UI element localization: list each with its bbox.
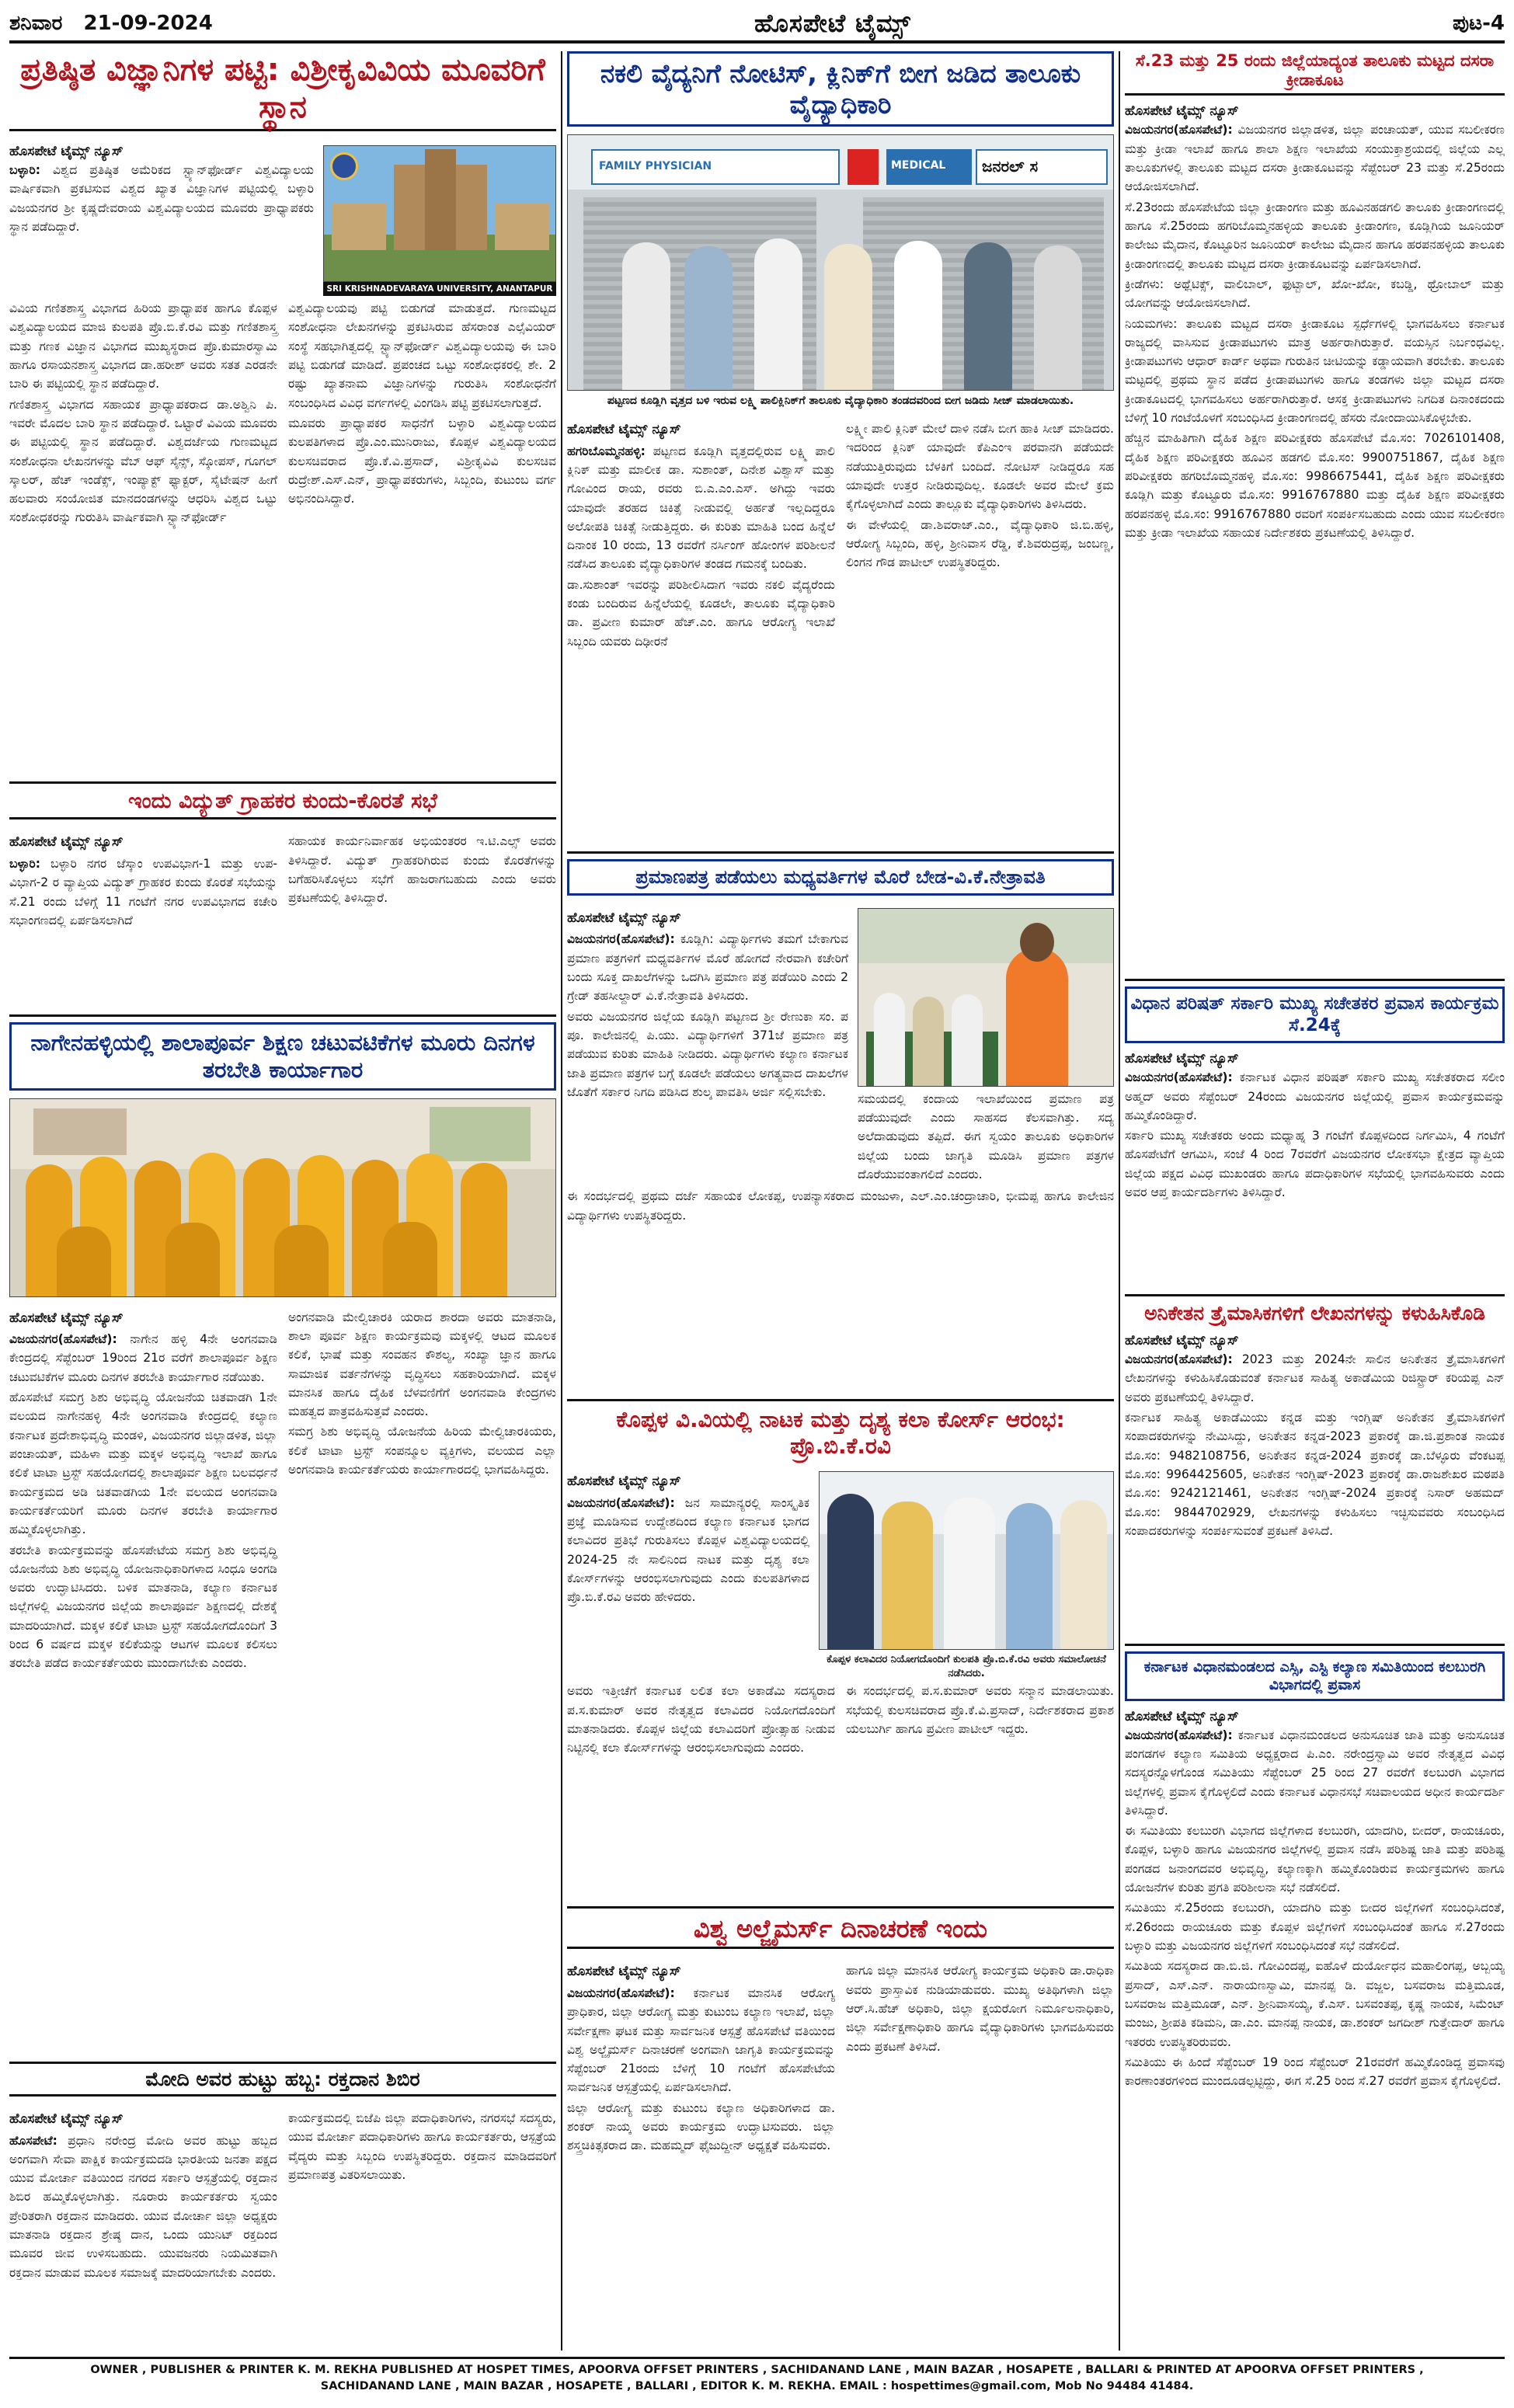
imprint-line-1: OWNER , PUBLISHER & PRINTER K. M. REKHA PUBLISHED AT HOSPET TIMES, APOORVA OFFSET PRINTERS , SACHIDANAND LANE , MAIN BAZAR , HOSAPETE , BALLARI & PRINTED AT APOORVA OFFSET PRINTERS , [90,2364,1424,2376]
university-emblem-icon [330,152,358,180]
article-body: ಹೊಸಪೇಟೆ ಟೈಮ್ಸ್ ನ್ಯೂಸ್ ವಿಜಯನಗರ(ಹೊಸಪೇಟೆ): ಕೂಡ್ಲಿಗಿ: ವಿದ್ಯಾರ್ಥಿಗಳು ತಮಗೆ ಬೇಕಾಗುವ ಪ್ರಮಾಣ ಪತ್ರಗಳಿಗೆ ಮಧ್ಯವರ್ತಿಗಳ ಮೊರೆ ಹೋಗದೆ ನೇರವಾಗಿ ಕಚೇರಿಗೆ ಬಂದು ಸೂಕ್ತ ದಾಖಲೆಗಳನ್ನು ಒದಗಿಸಿ ಪ್ರಮಾಣ ಪತ್ರ ಪಡೆಯಿರಿ ಎಂದು 2 ಗ್ರೇಡ್ ತಹಸೀಲ್ದಾರ್ ವಿ.ಕೆ.ನೇತ್ರಾವತಿ ತಿಳಿಸಿದರು. ಅವರು ವಿಜಯನಗರ ಜಿಲ್ಲೆಯ ಕೂಡ್ಲಿಗಿ ಪಟ್ಟಣದ ಶ್ರೀ ರೇಣುಕಾ ಸಂ. ಪ ಪೂ. ಕಾಲೇಜಿನಲ್ಲಿ ಪಿ.ಯು. ವಿದ್ಯಾರ್ಥಿಗಳಿಗೆ 371ಜೆ ಪ್ರಮಾಣ ಪತ್ರ ಪಡೆಯುವ ಕುರಿತು ಮಾಹಿತಿ ನೀಡಿದರು. ವಿದ್ಯಾರ್ಥಿಗಳು ಕಲ್ಯಾಣ ಕರ್ನಾಟಕ ಜಾತಿ ಪ್ರಮಾಣ ಪತ್ರಗಳ ಬಗ್ಗೆ ಕೂಡಲೇ ಪಡೆಯಲು ಅಗತ್ಯವಾದ ದಾಖಲೆಗಳ ಜೊತೆಗೆ ಸರ್ಕಾರ ನಿಗದಿ ಪಡಿಸಿದ ಶುಲ್ಕ ಪಾವತಿಸಿ ಅರ್ಜಿ ಸಲ್ಲಿಸಬೇಕು. [567,910,848,1099]
photo-caption: ಪಟ್ಟಣದ ಕೂಡ್ಲಿಗಿ ವೃತ್ತದ ಬಳಿ ಇರುವ ಲಕ್ಷ್ಮಿ ಪಾಲಿಕ್ಲಿನಿಕ್‌ಗೆ ತಾಲೂಕು ವೈದ್ಯಾಧಿಕಾರಿ ತಂಡದವರಿಂದ ಬೀಗ ಜಡಿದು ಸೀಜ್ ಮಾಡಲಾಯಿತು. [607,395,1074,408]
divider [567,1399,1114,1401]
article-dasara-sports: ಸೆ.23 ಮತ್ತು 25 ರಂದು ಜಿಲ್ಲೆಯಾದ್ಯಂತ ತಾಲೂಕು ಮಟ್ಟದ ದಸರಾ ಕ್ರೀಡಾಕೂಟ ಹೊಸಪೇಟೆ ಟೈಮ್ಸ್ ನ್ಯೂಸ್ ವಿಜಯನಗರ(ಹೊಸಪೇಟೆ): ವಿಜಯನಗರ ಜಿಲ್ಲಾಡಳಿತ, ಜಿಲ್ಲಾ ಪಂಚಾಯತ್, ಯುವ ಸಬಲೀಕರಣ ಮತ್ತು ಕ್ರೀಡಾ ಇಲಾಖೆ ಹಾಗೂ ಶಾಲಾ ಶಿಕ್ಷಣ ಇಲಾಖೆಯ ಸಂಯುಕ್ತಾಶ್ರಯದಲ್ಲಿ ಜಿಲ್ಲೆಯ ಎಲ್ಲ ತಾಲೂಕುಗಳಲ್ಲಿ ತಾಲೂಕು ಮಟ್ಟದ ದಸರಾ ಕ್ರೀಡಾಕೂಟವನ್ನು ಸೆಪ್ಟೆಂಬರ್ 23 ಮತ್ತು ಸೆ.25ರಂದು ಆಯೋಜಿಸಲಾಗಿದೆ. ಸೆ.23ರಂದು ಹೊಸಪೇಟೆಯ ಜಿಲ್ಲಾ ಕ್ರೀಡಾಂಗಣ ಮತ್ತು ಹೂವಿನಹಡಗಲಿ ತಾಲೂಕು ಕ್ರೀಡಾಂಗಣದಲ್ಲಿ ಹಾಗೂ ಸೆ.25ರಂದು ಹಗರಿಬೊಮ್ಮನಹಳ್ಳಿಯ ತಾಲೂಕು ಕ್ರೀಡಾಂಗಣ, ಕೂಡ್ಲಿಗಿಯ ಜೂನಿಯರ್ ಕಾಲೇಜು ಮೈದಾನ, ಕೊಟ್ಟೂರಿನ ಜೂನಿಯರ್ ಕಾಲೇಜು ಮೈದಾನ ಹಾಗೂ ಹರಪನಹಳ್ಳಿಯ ತಾಲೂಕು ಕ್ರೀಡಾಂಗಣದಲ್ಲಿ ತಾಲೂಕು ಮಟ್ಟದ ದಸರಾ ಕ್ರೀಡಾಕೂಟವನ್ನು ಏರ್ಪಡಿಸಲಾಗಿದೆ. ಕ್ರೀಡೆಗಳು: ಅಥ್ಲೆಟಿಕ್ಸ್, ವಾಲಿಬಾಲ್, ಫುಟ್ಬಾಲ್, ಖೋ-ಖೋ, ಕಬಡ್ಡಿ, ಥ್ರೋಬಾಲ್ ಮತ್ತು ಯೋಗವನ್ನು ಆಯೋಜಿಸಲಾಗಿದೆ. ನಿಯಮಗಳು: ತಾಲೂಕು ಮಟ್ಟದ ದಸರಾ ಕ್ರೀಡಾಕೂಟ ಸ್ಪರ್ಧೆಗಳಲ್ಲಿ ಭಾಗವಹಿಸಲು ಕರ್ನಾಟಕ ರಾಜ್ಯದಲ್ಲಿ ವಾಸಿಸುವ ಕ್ರೀಡಾಪಟುಗಳು ಮಾತ್ರ ಅರ್ಹರಾಗಿರುತ್ತಾರೆ. ವಯಸ್ಸಿನ ನಿರ್ಬಂಧವಿಲ್ಲ. ಕ್ರೀಡಾಪಟುಗಳು ಆಧಾರ್ ಕಾರ್ಡ್ ಅಥವಾ ಗುರುತಿನ ಚೀಟಿಯನ್ನು ಕಡ್ಡಾಯವಾಗಿ ತರಬೇಕು. ತಾಲೂಕು ಮಟ್ಟದಲ್ಲಿ ಪ್ರಥಮ ಸ್ಥಾನ ಪಡೆದ ಕ್ರೀಡಾಪಟುಗಳು ಹಾಗೂ ತಂಡಗಳು ಜಿಲ್ಲಾ ಮಟ್ಟದ ದಸರಾ ಕ್ರೀಡಾಕೂಟದಲ್ಲಿ ಭಾಗವಹಿಸಲು ಅರ್ಹರಾಗಿರುತ್ತಾರೆ. ಆಸಕ್ತ ಕ್ರೀಡಾಪಟುಗಳು ನಿಗದಿತ ದಿನಾಂಕದಂದು ಬೆಳಿಗ್ಗೆ 10 ಗಂಟೆಯೊಳಗೆ ಸಂಬಂಧಿಸಿದ ಕ್ರೀಡಾಂಗಣದಲ್ಲಿ ಹೆಸರು ನೋಂದಾಯಿಸಿಕೊಳ್ಳಬೇಕು. ಹೆಚ್ಚಿನ ಮಾಹಿತಿಗಾಗಿ ದೈಹಿಕ ಶಿಕ್ಷಣ ಪರಿವೀಕ್ಷಕರು ಹೊಸಪೇಟೆ ಮೊ.ಸಂ: 7026101408, ದೈಹಿಕ ಶಿಕ್ಷಣ ಪರಿವೀಕ್ಷಕರು ಹೂವಿನ ಹಡಗಲಿ ಮೊ.ಸಂ: 9900751867, ದೈಹಿಕ ಶಿಕ್ಷಣ ಪರಿವೀಕ್ಷಕರು ಹಗರಿಬೊಮ್ಮನಹಳ್ಳಿ ಮೊ.ಸಂ: 9986675441, ದೈಹಿಕ ಶಿಕ್ಷಣ ಪರಿವೀಕ್ಷಕರು ಕೂಡ್ಲಿಗಿ ಮತ್ತು ಕೊಟ್ಟೂರು ಮೊ.ಸಂ: 9916767880 ಮತ್ತು ದೈಹಿಕ ಶಿಕ್ಷಣ ಪರಿವೀಕ್ಷಕರು ಹರಪನಹಳ್ಳಿ ಮೊ.ಸಂ: 9916767880 ರವರಿಗೆ ಸಂಪರ್ಕಿಸಬಹುದು ಎಂದು ಯುವ ಸಬಲೀಕರಣ ಮತ್ತು ಕ್ರೀಡಾ ಇಲಾಖೆಯ ಸಹಾಯಕ ನಿರ್ದೇಶಕರು ಪ್ರಕಟಣೆಯಲ್ಲಿ ತಿಳಿಸಿದ್ದಾರೆ. [1125,51,1505,906]
clinic-photo [567,134,1114,391]
headline: ವಿಶ್ವ ಅಲ್ಜೈಮರ್ಸ್ ದಿನಾಚರಣೆ ಇಂದು [567,1914,1114,1949]
headline: ಇಂದು ವಿದ್ಯುತ್ ಗ್ರಾಹಕರ ಕುಂದು-ಕೊರತೆ ಸಭೆ [9,789,556,819]
article-body: ವಿಜಯನಗರ(ಹೊಸಪೇಟೆ): ವಿಜಯನಗರ ಜಿಲ್ಲಾಡಳಿತ, ಜಿಲ್ಲಾ ಪಂಚಾಯತ್, ಯುವ ಸಬಲೀಕರಣ ಮತ್ತು ಕ್ರೀಡಾ ಇಲಾಖೆ ಹಾಗೂ ಶಾಲಾ ಶಿಕ್ಷಣ ಇಲಾಖೆಯ ಸಂಯುಕ್ತಾಶ್ರಯದಲ್ಲಿ ಜಿಲ್ಲೆಯ ಎಲ್ಲ ತಾಲೂಕುಗಳಲ್ಲಿ ತಾಲೂಕು ಮಟ್ಟದ ದಸರಾ ಕ್ರೀಡಾಕೂಟವನ್ನು ಸೆಪ್ಟೆಂಬರ್ 23 ಮತ್ತು ಸೆ.25ರಂದು ಆಯೋಜಿಸಲಾಗಿದೆ. ಸೆ.23ರಂದು ಹೊಸಪೇಟೆಯ ಜಿಲ್ಲಾ ಕ್ರೀಡಾಂಗಣ ಮತ್ತು ಹೂವಿನಹಡಗಲಿ ತಾಲೂಕು ಕ್ರೀಡಾಂಗಣದಲ್ಲಿ ಹಾಗೂ ಸೆ.25ರಂದು ಹಗರಿಬೊಮ್ಮನಹಳ್ಳಿಯ ತಾಲೂಕು ಕ್ರೀಡಾಂಗಣ, ಕೂಡ್ಲಿಗಿಯ ಜೂನಿಯರ್ ಕಾಲೇಜು ಮೈದಾನ, ಕೊಟ್ಟೂರಿನ ಜೂನಿಯರ್ ಕಾಲೇಜು ಮೈದಾನ ಹಾಗೂ ಹರಪನಹಳ್ಳಿಯ ತಾಲೂಕು ಕ್ರೀಡಾಂಗಣದಲ್ಲಿ ತಾಲೂಕು ಮಟ್ಟದ ದಸರಾ ಕ್ರೀಡಾಕೂಟವನ್ನು ಏರ್ಪಡಿಸಲಾಗಿದೆ. ಕ್ರೀಡೆಗಳು: ಅಥ್ಲೆಟಿಕ್ಸ್, ವಾಲಿಬಾಲ್, ಫುಟ್ಬಾಲ್, ಖೋ-ಖೋ, ಕಬಡ್ಡಿ, ಥ್ರೋಬಾಲ್ ಮತ್ತು ಯೋಗವನ್ನು ಆಯೋಜಿಸಲಾಗಿದೆ. ನಿಯಮಗಳು: ತಾಲೂಕು ಮಟ್ಟದ ದಸರಾ ಕ್ರೀಡಾಕೂಟ ಸ್ಪರ್ಧೆಗಳಲ್ಲಿ ಭಾಗವಹಿಸಲು ಕರ್ನಾಟಕ ರಾಜ್ಯದಲ್ಲಿ ವಾಸಿಸುವ ಕ್ರೀಡಾಪಟುಗಳು ಮಾತ್ರ ಅರ್ಹರಾಗಿರುತ್ತಾರೆ. ವಯಸ್ಸಿನ ನಿರ್ಬಂಧವಿಲ್ಲ. ಕ್ರೀಡಾಪಟುಗಳು ಆಧಾರ್ ಕಾರ್ಡ್ ಅಥವಾ ಗುರುತಿನ ಚೀಟಿಯನ್ನು ಕಡ್ಡಾಯವಾಗಿ ತರಬೇಕು. ತಾಲೂಕು ಮಟ್ಟದಲ್ಲಿ ಪ್ರಥಮ ಸ್ಥಾನ ಪಡೆದ ಕ್ರೀಡಾಪಟುಗಳು ಹಾಗೂ ತಂಡಗಳು ಜಿಲ್ಲಾ ಮಟ್ಟದ ದಸರಾ ಕ್ರೀಡಾಕೂಟದಲ್ಲಿ ಭಾಗವಹಿಸಲು ಅರ್ಹರಾಗಿರುತ್ತಾರೆ. ಆಸಕ್ತ ಕ್ರೀಡಾಪಟುಗಳು ನಿಗದಿತ ದಿನಾಂಕದಂದು ಬೆಳಿಗ್ಗೆ 10 ಗಂಟೆಯೊಳಗೆ ಸಂಬಂಧಿಸಿದ ಕ್ರೀಡಾಂಗಣದಲ್ಲಿ ಹೆಸರು ನೋಂದಾಯಿಸಿಕೊಳ್ಳಬೇಕು. ಹೆಚ್ಚಿನ ಮಾಹಿತಿಗಾಗಿ ದೈಹಿಕ ಶಿಕ್ಷಣ ಪರಿವೀಕ್ಷಕರು ಹೊಸಪೇಟೆ ಮೊ.ಸಂ: 7026101408, ದೈಹಿಕ ಶಿಕ್ಷಣ ಪರಿವೀಕ್ಷಕರು ಹೂವಿನ ಹಡಗಲಿ ಮೊ.ಸಂ: 9900751867, ದೈಹಿಕ ಶಿಕ್ಷಣ ಪರಿವೀಕ್ಷಕರು ಹಗರಿಬೊಮ್ಮನಹಳ್ಳಿ ಮೊ.ಸಂ: 9986675441, ದೈಹಿಕ ಶಿಕ್ಷಣ ಪರಿವೀಕ್ಷಕರು ಕೂಡ್ಲಿಗಿ ಮತ್ತು ಕೊಟ್ಟೂರು ಮೊ.ಸಂ: 9916767880 ಮತ್ತು ದೈಹಿಕ ಶಿಕ್ಷಣ ಪರಿವೀಕ್ಷಕರು ಹರಪನಹಳ್ಳಿ ಮೊ.ಸಂ: 9916767880 ರವರಿಗೆ ಸಂಪರ್ಕಿಸಬಹುದು ಎಂದು ಯುವ ಸಬಲೀಕರಣ ಮತ್ತು ಕ್ರೀಡಾ ಇಲಾಖೆಯ ಸಹಾಯಕ ನಿರ್ದೇಶಕರು ಪ್ರಕಟಣೆಯಲ್ಲಿ ತಿಳಿಸಿದ್ದಾರೆ. [1125,123,1505,540]
headline: ಸೆ.23 ಮತ್ತು 25 ರಂದು ಜಿಲ್ಲೆಯಾದ್ಯಂತ ತಾಲೂಕು ಮಟ್ಟದ ದಸರಾ ಕ್ರೀಡಾಕೂಟ [1125,51,1505,96]
column-2 [567,51,1114,2351]
date: 21-09-2024 [83,11,213,35]
article-fake-doctor [567,51,1114,844]
column-1 [9,51,556,2351]
imprint-line-2: SACHIDANAND LANE , MAIN BAZAR , HOSAPETE , BALLARI , EDITOR K. M. REKHA. EMAIL : hospettimes@gmail.com, Mob No 94484 41484. [320,2380,1194,2393]
article-body: ಹೊಸಪೇಟೆ ಟೈಮ್ಸ್ ನ್ಯೂಸ್ ಬಳ್ಳಾರಿ: ಬಳ್ಳಾರಿ ನಗರ ಜೆಸ್ಕಾಂ ಉಪವಿಭಾಗ-1 ಮತ್ತು ಉಪ-ವಿಭಾಗ-2 ರ ವ್ಯಾಪ್ತಿಯ ವಿದ್ಯುತ್ ಗ್ರಾಹಕರ ಕುಂದು ಕೊರತೆ ಸಭೆಯನ್ನು ಸೆ.21 ರಂದು ಬೆಳಿಗ್ಗೆ 11 ಗಂಟೆಗೆ ನಗರ ಉಪವಿಭಾಗದ ಕಚೇರಿ ಸಭಾಂಗಣದಲ್ಲಿ ಏರ್ಪಡಿಸಲಾಗಿದೆ ಸಹಾಯಕ ಕಾರ್ಯನಿರ್ವಾಹಕ ಅಭಿಯಂತರರ ಇ.ಟಿ.ಎಲ್ಸ್ ಅವರು ತಿಳಿಸಿದ್ದಾರೆ. ವಿದ್ಯುತ್ ಗ್ರಾಹಕರಿಗಿರುವ ಕುಂದು ಕೊರತೆಗಳನ್ನು ಬಗೆಹರಿಸಿಕೊಳ್ಳಲು ಸಭೆಗೆ ಹಾಜರಾಗಬಹುದು ಎಂದು ಅವರು ಪ್ರಕಟಣೆಯಲ್ಲಿ ತಿಳಿಸಿದ್ದಾರೆ. [9,834,556,927]
divider [567,851,1114,854]
divider [9,2062,556,2064]
headline: ನಾಗೇನಹಳ್ಳಿಯಲ್ಲಿ ಶಾಲಾಪೂರ್ವ ಶಿಕ್ಷಣ ಚಟುವಟಿಕೆಗಳ ಮೂರು ದಿನಗಳ ತರಬೇತಿ ಕಾರ್ಯಾಗಾರ [9,1022,556,1091]
divider [1125,1644,1505,1646]
article-body: ಹೊಸಪೇಟೆ ಟೈಮ್ಸ್ ನ್ಯೂಸ್ ವಿಜಯನಗರ(ಹೊಸಪೇಟೆ): ನಾಗೇನ ಹಳ್ಳಿ 4ನೇ ಅಂಗನವಾಡಿ ಕೇಂದ್ರದಲ್ಲಿ ಸೆಪ್ಟೆಂಬರ್ 19ರಿಂದ 21ರ ವರೆಗೆ ಶಾಲಾಪೂರ್ವ ಶಿಕ್ಷಣ ಚಟುವಟಿಕೆಗಳ ಮೂರು ದಿನಗಳ ತರಬೇತಿ ಕಾರ್ಯಾಗಾರ ನಡೆಯಿತು. ಹೊಸಪೇಟೆ ಸಮಗ್ರ ಶಿಶು ಅಭಿವೃದ್ಧಿ ಯೋಜನೆಯ ಚಿತವಾಡಗಿ 1ನೇ ವಲಯದ ನಾಗೇನಹಳ್ಳಿ 4ನೇ ಅಂಗನವಾಡಿ ಕೇಂದ್ರದಲ್ಲಿ ಕಲ್ಯಾಣ ಕರ್ನಾಟಕ ಪ್ರದೇಶಾಭಿವೃದ್ಧಿ ಮಂಡಳಿ, ವಿಜಯನಗರ ಜಿಲ್ಲಾಡಳಿತ, ಜಿಲ್ಲಾ ಪಂಚಾಯತ್, ಮಹಿಳಾ ಮತ್ತು ಮಕ್ಕಳ ಅಭಿವೃದ್ಧಿ ಇಲಾಖೆ ಹಾಗೂ ಕಲಿಕೆ ಟಾಟಾ ಟ್ರಸ್ಟ್ ಸಹಯೋಗದಲ್ಲಿ ಶಾಲಾಪೂರ್ವ ಶಿಕ್ಷಣ ಬಲವರ್ಧನೆ ಕಾರ್ಯಕ್ರಮದ ಅಡಿ ಚಿತವಾಡಗಿಯ 1ನೇ ವಲಯದ ಅಂಗನವಾಡಿ ಕಾರ್ಯಕರ್ತೆಯರಿಗೆ ಮೂರು ದಿನಗಳ ತರಬೇತಿ ಕಾರ್ಯಾಗಾರ ಹಮ್ಮಿಕೊಳ್ಳಲಾಗಿತ್ತು. ತರಬೇತಿ ಕಾರ್ಯಕ್ರಮವನ್ನು ಹೊಸಪೇಟೆಯ ಸಮಗ್ರ ಶಿಶು ಅಭಿವೃದ್ಧಿ ಯೋಜನೆಯ ಶಿಶು ಅಭಿವೃದ್ಧಿ ಯೋಜನಾಧಿಕಾರಿಗಳಾದ ಸಿಂಧೂ ಅಂಗಡಿ ಅವರು ಉದ್ಘಾಟಿಸಿದರು. ಬಳಿಕ ಮಾತನಾಡಿ, ಕಲ್ಯಾಣ ಕರ್ನಾಟಕ ಜಿಲ್ಲೆಗಳಲ್ಲಿ ವಿಜಯನಗರ ಜಿಲ್ಲೆಯ ಶಾಲಾಪೂರ್ವ ಶಿಕ್ಷಣದಲ್ಲಿ ದೇಶಕ್ಕೆ ಮಾದರಿಯಾಗಿದೆ. ಮಕ್ಕಳ ಕಲಿಕೆ ಟಾಟಾ ಟ್ರಸ್ಟ್ ಸಹಯೋಗದೊಂದಿಗೆ 3 ರಿಂದ 6 ವರ್ಷದ ಮಕ್ಕಳ ಕಲಿಕೆಯನ್ನು ಆಟಗಳ ಮೂಲಕ ಕಲಿಸಲು ತರಬೇತಿ ಪಡೆದ ಕಾರ್ಯಕರ್ತೆಯರು ಮುಂದಾಗಬೇಕು ಎಂದರು. ಅಂಗನವಾಡಿ ಮೇಲ್ವಿಚಾರಕಿ ಯರಾದ ಶಾರದಾ ಅವರು ಮಾತನಾಡಿ, ಶಾಲಾ ಪೂರ್ವ ಶಿಕ್ಷಣ ಕಾರ್ಯಕ್ರಮವು ಮಕ್ಕಳಲ್ಲಿ ಆಟದ ಮೂಲಕ ಕಲಿಕೆ, ಭಾಷೆ ಮತ್ತು ಸಂವಹನ ಕೌಶಲ್ಯ, ಸಂಖ್ಯಾ ಜ್ಞಾನ ಹಾಗೂ ಸಾಮಾಜಿಕ ವರ್ತನೆಗಳನ್ನು ವೃದ್ಧಿಸಲು ಸಹಕಾರಿಯಾಗಿದೆ. ಮಕ್ಕಳ ಮಾನಸಿಕ ಹಾಗೂ ದೈಹಿಕ ಬೆಳವಣಿಗೆಗೆ ಅಂಗನವಾಡಿ ಕೇಂದ್ರಗಳು ಮಹತ್ವದ ಪಾತ್ರವಹಿಸುತ್ತವೆ ಎಂದರು. ಸಮಗ್ರ ಶಿಶು ಅಭಿವೃದ್ಧಿ ಯೋಜನೆಯ ಹಿರಿಯ ಮೇಲ್ವಿಚಾರಕಿಯರು, ಕಲಿಕೆ ಟಾಟಾ ಟ್ರಸ್ಟ್ ಸಂಪನ್ಮೂಲ ವ್ಯಕ್ತಿಗಳು, ವಲಯದ ಎಲ್ಲಾ ಅಂಗನವಾಡಿ ಕಾರ್ಯಕರ್ತೆಯರು ಕಾರ್ಯಾಗಾರದಲ್ಲಿ ಭಾಗವಹಿಸಿದ್ದರು. [9,1310,556,1671]
article-body: ವಿಜಯನಗರ(ಹೊಸಪೇಟೆ): ಕರ್ನಾಟಕ ವಿಧಾನಮಂಡಲದ ಅನುಸೂಚಿತ ಜಾತಿ ಮತ್ತು ಅನುಸೂಚಿತ ಪಂಗಡಗಳ ಕಲ್ಯಾಣ ಸಮಿತಿಯ ಅಧ್ಯಕ್ಷರಾದ ಪಿ.ಎಂ. ನರೇಂದ್ರಸ್ವಾಮಿ ಅವರ ನೇತೃತ್ವದ ವಿವಿಧ ಸದಸ್ಯರನ್ನೊಳಗೊಂಡ ಸಮಿತಿಯು ಸೆಪ್ಟೆಂಬರ್ 25 ರಿಂದ 27 ರವರೆಗೆ ಕಲಬುರಗಿ ವಿಭಾಗದ ಜಿಲ್ಲೆಗಳಲ್ಲಿ ಪ್ರವಾಸ ಕೈಗೊಳ್ಳಲಿದೆ ಎಂದು ಕರ್ನಾಟಕ ವಿಧಾನಸಭೆ ಸಚಿವಾಲಯದ ಅಧೀನ ಕಾರ್ಯದರ್ಶಿ ತಿಳಿಸಿದ್ದಾರೆ. ಈ ಸಮಿತಿಯು ಕಲಬುರಗಿ ವಿಭಾಗದ ಜಿಲ್ಲೆಗಳಾದ ಕಲಬುರಗಿ, ಯಾದಗಿರಿ, ಬೀದರ್, ರಾಯಚೂರು, ಕೊಪ್ಪಳ, ಬಳ್ಳಾರಿ ಹಾಗೂ ವಿಜಯನಗರ ಜಿಲ್ಲೆಗಳಲ್ಲಿ ಪ್ರವಾಸ ನಡೆಸಿ ಪರಿಶಿಷ್ಟ ಜಾತಿ ಮತ್ತು ಪರಿಶಿಷ್ಟ ಪಂಗಡದ ಜನಾಂಗದವರ ಅಭಿವೃದ್ಧಿ, ಕಲ್ಯಾಣಕ್ಕಾಗಿ ಹಮ್ಮಿಕೊಂಡಿರುವ ಕಾರ್ಯಕ್ರಮಗಳು ಹಾಗೂ ಯೋಜನೆಗಳ ಕುರಿತು ಪ್ರಗತಿ ಪರಿಶೀಲನಾ ಸಭೆ ನಡೆಸಲಿದೆ. ಸಮಿತಿಯು ಸೆ.25ರಂದು ಕಲಬುರಗಿ, ಯಾದಗಿರಿ ಮತ್ತು ಬೀದರ ಜಿಲ್ಲೆಗಳಿಗೆ ಸಂಬಂಧಿಸಿದಂತೆ, ಸೆ.26ರಂದು ರಾಯಚೂರು ಮತ್ತು ಕೊಪ್ಪಳ ಜಿಲ್ಲೆಗಳಿಗೆ ಸಂಬಂಧಿಸಿದಂತೆ ಹಾಗೂ ಸೆ.27ರಂದು ಬಳ್ಳಾರಿ ಮತ್ತು ವಿಜಯನಗರ ಜಿಲ್ಲೆಗಳಿಗೆ ಸಂಬಂಧಿಸಿದಂತೆ ಸಭೆ ನಡೆಸಲಿದೆ. ಸಮಿತಿಯ ಸದಸ್ಯರಾದ ಡಾ.ಬಿ.ಜಿ. ಗೋವಿಂದಪ್ಪ, ಐಹೊಳೆ ದುರ್ಯೋಧನ ಮಹಾಲಿಂಗಪ್ಪ, ಅಬ್ಬಯ್ಯ ಪ್ರಸಾದ್, ಎಸ್.ಎನ್. ನಾರಾಯಣಸ್ವಾಮಿ, ಮಾನಪ್ಪ ಡಿ. ವಜ್ಜಲ, ಬಸವರಾಜ ಮತ್ತಿಮೂಡ, ಬಸವರಾಜ ಮತ್ತಿಮೂಡ್, ಎನ್. ಶ್ರೀನಿವಾಸಯ್ಯ, ಕೆ.ಎಸ್. ಬಸವಂತಪ್ಪ, ಕೃಷ್ಣ ನಾಯಕ, ಸಿಮೆಂಟ್ ಮಂಜು, ಶ್ರೀಪತಿ ಕಡಿಮನಿ, ಡಾ.ಎಂ. ಮಾನಪ್ಪ ನಾಯಕ, ಡಾ.ಶಂಕರ್ ಜಗದೀಶ್ ಗುತ್ತೇದಾರ್ ಹಾಗೂ ಇತರರು ಉಪಸ್ಥಿತರಿರುವರು. ಸಮಿತಿಯು ಈ ಹಿಂದೆ ಸೆಪ್ಟೆಂಬರ್ 19 ರಿಂದ ಸೆಪ್ಟೆಂಬರ್ 21ರವರೆಗೆ ಹಮ್ಮಿಕೊಂಡಿದ್ದ ಪ್ರವಾಸವು ಕಾರಣಾಂತರಗಳಿಂದ ಮುಂದೂಡಲ್ಪಟ್ಟಿದ್ದು, ಈಗ ಸೆ.25 ರಿಂದ ಸೆ.27 ರವರೆಗೆ ಪ್ರವಾಸ ಕೈಗೊಳ್ಳಲಿದೆ. [1125,1728,1505,2089]
medical-sign: MEDICAL [886,149,972,185]
article-body: ಹೊಸಪೇಟೆ ಟೈಮ್ಸ್ ನ್ಯೂಸ್ ವಿಜಯನಗರ(ಹೊಸಪೇಟೆ): ಕರ್ನಾಟಕ ಮಾನಸಿಕ ಆರೋಗ್ಯ ಪ್ರಾಧಿಕಾರ, ಜಿಲ್ಲಾ ಆರೋಗ್ಯ ಮತ್ತು ಕುಟುಂಬ ಕಲ್ಯಾಣ ಇಲಾಖೆ, ಜಿಲ್ಲಾ ಸರ್ವೇಕ್ಷಣಾ ಘಟಕ ಮತ್ತು ಸಾರ್ವಜನಿಕ ಆಸ್ಪತ್ರೆ ಹೊಸಪೇಟೆ ವತಿಯಿಂದ ವಿಶ್ವ ಅಲ್ಜೈಮರ್ಸ್ ದಿನಾಚರಣೆ ಅಂಗವಾಗಿ ಜಾಗೃತಿ ಕಾರ್ಯಕ್ರಮವನ್ನು ಸೆಪ್ಟೆಂಬರ್ 21ರಂದು ಬೆಳಿಗ್ಗೆ 10 ಗಂಟೆಗೆ ಹೊಸಪೇಟೆಯ ಸಾರ್ವಜನಿಕ ಆಸ್ಪತ್ರೆಯಲ್ಲಿ ಏರ್ಪಡಿಸಲಾಗಿದೆ. ಜಿಲ್ಲಾ ಆರೋಗ್ಯ ಮತ್ತು ಕುಟುಂಬ ಕಲ್ಯಾಣ ಅಧಿಕಾರಿಗಳಾದ ಡಾ. ಶಂಕರ್ ನಾಯ್ಕ ಅವರು ಕಾರ್ಯಕ್ರಮ ಉದ್ಘಾಟಿಸುವರು. ಜಿಲ್ಲಾ ಶಸ್ತ್ರಚಿಕಿತ್ಸಕರಾದ ಡಾ. ಮಹಮ್ಮದ್ ಫೈಜುದ್ದೀನ್ ಅಧ್ಯಕ್ಷತೆ ವಹಿಸುವರು. ಹಾಗೂ ಜಿಲ್ಲಾ ಮಾನಸಿಕ ಆರೋಗ್ಯ ಕಾರ್ಯಕ್ರಮ ಅಧಿಕಾರಿ ಡಾ.ರಾಧಿಕಾ ಅವರು ಪ್ರಾಸ್ತಾವಿಕ ನುಡಿಯಾಡುವರು. ಮುಖ್ಯ ಅತಿಥಿಗಳಾಗಿ ಜಿಲ್ಲಾ ಆರ್.ಸಿ.ಹೆಚ್ ಅಧಿಕಾರಿ, ಜಿಲ್ಲಾ ಕ್ಷಯರೋಗ ನಿರ್ಮೂಲನಾಧಿಕಾರಿ, ಜಿಲ್ಲಾ ಸರ್ವೇಕ್ಷಣಾಧಿಕಾರಿ ಹಾಗೂ ವೈದ್ಯಾಧಿಕಾರಿಗಳು ಭಾಗವಹಿಸುವರು ಎಂದು ಪ್ರಕಟಣೆ ತಿಳಿಸಿದೆ. [567,1964,1114,2153]
divider [567,1906,1114,1909]
article-blood-donation [9,2068,556,2351]
headline: ಪ್ರಮಾಣಪತ್ರ ಪಡೆಯಲು ಮಧ್ಯವರ್ತಿಗಳ ಮೊರೆ ಬೇಡ-ವಿ.ಕೆ.ನೇತ್ರಾವತಿ [567,859,1114,896]
headline: ಕೊಪ್ಪಳ ವಿ.ವಿಯಲ್ಲಿ ನಾಟಕ ಮತ್ತು ದೃಶ್ಯ ಕಲಾ ಕೋರ್ಸ್ ಆರಂಭ: ಪ್ರೊ.ಬಿ.ಕೆ.ರವಿ [616,1407,1065,1459]
headline: ಪ್ರತಿಷ್ಠಿತ ವಿಜ್ಞಾನಿಗಳ ಪಟ್ಟಿ: ವಿಶ್ರೀಕೃವಿವಿಯ ಮೂವರಿಗೆ ಸ್ಥಾನ [9,51,556,131]
headline: ವಿಧಾನ ಪರಿಷತ್ ಸರ್ಕಾರಿ ಮುಖ್ಯ ಸಚೇತಕರ ಪ್ರವಾಸ ಕಾರ್ಯಕ್ರಮ ಸೆ.24ಕ್ಕೆ [1125,987,1505,1043]
divider [9,781,556,784]
shop-sign: ಜನರಲ್ ಸ [976,149,1108,185]
article-scientists [9,51,556,775]
column-3 [1125,51,1505,2351]
article-body: ವಿವಿಯ ಗಣಿತಶಾಸ್ತ್ರ ವಿಭಾಗದ ಹಿರಿಯ ಪ್ರಾಧ್ಯಾಪಕ ಹಾಗೂ ಕೊಪ್ಪಳ ವಿಶ್ವವಿದ್ಯಾಲಯದ ಮಾಜಿ ಕುಲಪತಿ ಪ್ರೊ.ಬಿ.ಕೆ.ರವಿ ಮತ್ತು ಗಣಿತಶಾಸ್ತ್ರ ಮತ್ತು ಗಣಕ ವಿಜ್ಞಾನ ವಿಭಾಗದ ಮುಖ್ಯಸ್ಥರಾದ ಪ್ರೊ.ಕುಮಾರಸ್ವಾಮಿ ಹಾಗೂ ರಸಾಯನಶಾಸ್ತ್ರ ವಿಭಾಗದ ಡಾ.ಹರೀಶ್ ಅವರು ಸತತ ಎರಡನೇ ಬಾರಿ ಈ ಪಟ್ಟಿಯಲ್ಲಿ ಸ್ಥಾನ ಪಡೆದಿದ್ದಾರೆ. ಗಣಿತಶಾಸ್ತ್ರ ವಿಭಾಗದ ಸಹಾಯಕ ಪ್ರಾಧ್ಯಾಪಕರಾದ ಡಾ.ಅಶ್ವಿನಿ ಪಿ. ಇವರೇ ಮೊದಲ ಬಾರಿ ಸ್ಥಾನ ಪಡೆದಿದ್ದಾರೆ. ಒಟ್ಟಾರೆ ವಿವಿಯ ಮೂವರು ಈ ಪಟ್ಟಿಯಲ್ಲಿ ಸ್ಥಾನ ಪಡೆದಿದ್ದಾರೆ. ವಿಶ್ವದರ್ಜೆಯ ಗುಣಮಟ್ಟದ ಸಂಶೋಧನಾ ಲೇಖನಗಳನ್ನು ವೆಬ್ ಆಫ್ ಸೈನ್ಸ್, ಸ್ಕೋಪಸ್, ಗೂಗಲ್ ಸ್ಕಾಲರ್, ಹೆಚ್ ಇಂಡೆಕ್ಸ್, ಇಂಪ್ಯಾಕ್ಟ್ ಫ್ಯಾಕ್ಟರ್, ಸೈಟೇಷನ್ ಹೀಗೆ ಹಲವಾರು ಸಂಯೋಜಿತ ಮಾನದಂಡಗಳನ್ನು ಆಧರಿಸಿ ವಿಶ್ವದ ಒಟ್ಟು ಸಂಶೋಧಕರನ್ನು ಗುರುತಿಸಿ ವಾರ್ಷಿಕವಾಗಿ ಸ್ಟ್ಯಾನ್‌ಫೋರ್ಡ್ ವಿಶ್ವವಿದ್ಯಾಲಯವು ಪಟ್ಟಿ ಬಿಡುಗಡೆ ಮಾಡುತ್ತದೆ. ಗುಣಮಟ್ಟದ ಸಂಶೋಧನಾ ಲೇಖನಗಳನ್ನು ಪ್ರಕಟಿಸಿರುವ ಹೆಸರಾಂತ ಎಲ್ಸೆವಿಯರ್ ಸಂಸ್ಥೆ ಸಹಭಾಗಿತ್ವದಲ್ಲಿ ಸ್ಟ್ಯಾನ್‌ಫೋರ್ಡ್ ವಿಶ್ವವಿದ್ಯಾಲಯವು ಈ ಬಾರಿ ಪಟ್ಟಿ ಬಿಡುಗಡೆ ಮಾಡಿದೆ. ಪ್ರಪಂಚದ ಒಟ್ಟು ಸಂಶೋಧಕರಲ್ಲಿ ಶೇ. 2 ರಷ್ಟು ಖ್ಯಾತನಾಮ ವಿಜ್ಞಾನಿಗಳನ್ನು ಗುರುತಿಸಿ ಸಂಶೋಧನೆಗೆ ಸಂಬಂಧಿಸಿದ ವಿವಿಧ ವರ್ಗಗಳಲ್ಲಿ ವಿಂಗಡಿಸಿ ಪಟ್ಟಿ ಪ್ರಕಟಿಸಲಾಗುತ್ತದೆ. ಮೂವರು ಪ್ರಾಧ್ಯಾಪಕರ ಸಾಧನೆಗೆ ಬಳ್ಳಾರಿ ವಿಶ್ವವಿದ್ಯಾಲಯದ ಕುಲಪತಿಗಳಾದ ಪ್ರೊ.ಎಂ.ಮುನಿರಾಜು, ಕೊಪ್ಪಳ ವಿಶ್ವವಿದ್ಯಾಲಯದ ಕುಲಸಚಿವರಾದ ಪ್ರೊ.ಕೆ.ವಿ.ಪ್ರಸಾದ್, ವಿಶ್ರೀಕೃವಿವಿ ಕುಲಸಚಿವ ರುದ್ರೇಶ್.ಎಸ್.ಎನ್, ಪ್ರಾಧ್ಯಾಪಕರುಗಳು, ಸಿಬ್ಬಂದಿ, ಕುಟುಂಬ ವರ್ಗ ಅಭಿನಂದಿಸಿದ್ದಾರೆ. [9,301,556,525]
divider [9,1014,556,1017]
headline: ಅನಿಕೇತನ ತ್ರೈಮಾಸಿಕಗಳಿಗೆ ಲೇಖನಗಳನ್ನು ಕಳುಹಿಸಿಕೊಡಿ [1144,1302,1485,1324]
imprint-footer [9,2357,1505,2402]
photo [323,145,556,282]
divider [1125,979,1505,981]
byline: ಹೊಸಪೇಟೆ ಟೈಮ್ಸ್ ನ್ಯೂಸ್ [9,144,124,159]
photo-caption: ಕೊಪ್ಪಳ ಕಲಾವಿದರ ನಿಯೋಗದೊಂದಿಗೆ ಕುಲಪತಿ ಪ್ರೊ.ಬಿ.ಕೆ.ರವಿ ಅವರು ಸಮಾಲೋಚನೆ ನಡೆಸಿದರು. [827,1654,1106,1679]
article-body: ವಿಜಯನಗರ(ಹೊಸಪೇಟೆ): ಕರ್ನಾಟಕ ವಿಧಾನ ಪರಿಷತ್ ಸರ್ಕಾರಿ ಮುಖ್ಯ ಸಚೇತಕರಾದ ಸಲೀಂ ಅಹ್ಮದ್ ಅವರು ಸೆಪ್ಟೆಂಬರ್ 24ರಂದು ವಿಜಯನಗರ ಜಿಲ್ಲೆಯಲ್ಲಿ ಪ್ರವಾಸ ಕಾರ್ಯಕ್ರಮವನ್ನು ಹಮ್ಮಿಕೊಂಡಿದ್ದಾರೆ. ಸರ್ಕಾರಿ ಮುಖ್ಯ ಸಚೇತಕರು ಅಂದು ಮಧ್ಯಾಹ್ನ 3 ಗಂಟೆಗೆ ಕೊಪ್ಪಳದಿಂದ ನಿರ್ಗಮಿಸಿ, 4 ಗಂಟೆಗೆ ಹೊಸಪೇಟೆಗೆ ಆಗಮಿಸಿ, ಸಂಜೆ 4 ರಿಂದ 7ರವರೆಗೆ ವಿಜಯನಗರ ಲೋಕಸಭಾ ಕ್ಷೇತ್ರದ ವ್ಯಾಪ್ತಿಯ ಜಿಲ್ಲೆಯ ಪಕ್ಷದ ವಿವಿಧ ಮುಖಂಡರು ಹಾಗೂ ಪದಾಧಿಕಾರಿಗಳ ಸಭೆಯಲ್ಲಿ ಭಾಗವಹಿಸುವರು ಎಂದು ಅವರ ಆಪ್ತ ಕಾರ್ಯದರ್ಶಿಗಳು ತಿಳಿಸಿದ್ದಾರೆ. [1125,1070,1505,1200]
headline: ಮೋದಿ ಅವರ ಹುಟ್ಟು ಹಬ್ಬ: ರಕ್ತದಾನ ಶಿಬಿರ [9,2068,556,2097]
photo-caption: SRI KRISHNADEVARAYA UNIVERSITY, ANANTAPUR [323,282,556,296]
newspaper-name: ಹೊಸಪೇಟೆ ಟೈಮ್ಸ್ [754,8,911,38]
felicitation-photo [819,1471,1114,1650]
workshop-photo [9,1098,556,1297]
university-photo [323,145,556,296]
article-alzheimers [567,1914,1114,2351]
headline: ಕರ್ನಾಟಕ ವಿಧಾನಮಂಡಲದ ಎಸ್ಸಿ, ಎಸ್ಟಿ ಕಲ್ಯಾಣ ಸಮಿತಿಯಿಂದ ಕಲಬುರಗಿ ವಿಭಾಗದಲ್ಲಿ ಪ್ರವಾಸ [1125,1651,1505,1701]
article-chief-whip: ವಿಧಾನ ಪರಿಷತ್ ಸರ್ಕಾರಿ ಮುಖ್ಯ ಸಚೇತಕರ ಪ್ರವಾಸ ಕಾರ್ಯಕ್ರಮ ಸೆ.24ಕ್ಕೆ ಹೊಸಪೇಟೆ ಟೈಮ್ಸ್ ನ್ಯೂಸ್ ವಿಜಯನಗರ(ಹೊಸಪೇಟೆ): ಕರ್ನಾಟಕ ವಿಧಾನ ಪರಿಷತ್ ಸರ್ಕಾರಿ ಮುಖ್ಯ ಸಚೇತಕರಾದ ಸಲೀಂ ಅಹ್ಮದ್ ಅವರು ಸೆಪ್ಟೆಂಬರ್ 24ರಂದು ವಿಜಯನಗರ ಜಿಲ್ಲೆಯಲ್ಲಿ ಪ್ರವಾಸ ಕಾರ್ಯಕ್ರಮವನ್ನು ಹಮ್ಮಿಕೊಂಡಿದ್ದಾರೆ. ಸರ್ಕಾರಿ ಮುಖ್ಯ ಸಚೇತಕರು ಅಂದು ಮಧ್ಯಾಹ್ನ 3 ಗಂಟೆಗೆ ಕೊಪ್ಪಳದಿಂದ ನಿರ್ಗಮಿಸಿ, 4 ಗಂಟೆಗೆ ಹೊಸಪೇಟೆಗೆ ಆಗಮಿಸಿ, ಸಂಜೆ 4 ರಿಂದ 7ರವರೆಗೆ ವಿಜಯನಗರ ಲೋಕಸಭಾ ಕ್ಷೇತ್ರದ ವ್ಯಾಪ್ತಿಯ ಜಿಲ್ಲೆಯ ಪಕ್ಷದ ವಿವಿಧ ಮುಖಂಡರು ಹಾಗೂ ಪದಾಧಿಕಾರಿಗಳ ಸಭೆಯಲ್ಲಿ ಭಾಗವಹಿಸುವರು ಎಂದು ಅವರ ಆಪ್ತ ಕಾರ್ಯದರ್ಶಿಗಳು ತಿಳಿಸಿದ್ದಾರೆ. [1125,987,1505,1289]
clinic-signboard: FAMILY PHYSICIAN [591,149,840,185]
column-rule [561,51,562,2351]
article-drama-course [567,1407,1114,1902]
article-sc-st-committee: ಕರ್ನಾಟಕ ವಿಧಾನಮಂಡಲದ ಎಸ್ಸಿ, ಎಸ್ಟಿ ಕಲ್ಯಾಣ ಸಮಿತಿಯಿಂದ ಕಲಬುರಗಿ ವಿಭಾಗದಲ್ಲಿ ಪ್ರವಾಸ ಹೊಸಪೇಟೆ ಟೈಮ್ಸ್ ನ್ಯೂಸ್ ವಿಜಯನಗರ(ಹೊಸಪೇಟೆ): ಕರ್ನಾಟಕ ವಿಧಾನಮಂಡಲದ ಅನುಸೂಚಿತ ಜಾತಿ ಮತ್ತು ಅನುಸೂಚಿತ ಪಂಗಡಗಳ ಕಲ್ಯಾಣ ಸಮಿತಿಯ ಅಧ್ಯಕ್ಷರಾದ ಪಿ.ಎಂ. ನರೇಂದ್ರಸ್ವಾಮಿ ಅವರ ನೇತೃತ್ವದ ವಿವಿಧ ಸದಸ್ಯರನ್ನೊಳಗೊಂಡ ಸಮಿತಿಯು ಸೆಪ್ಟೆಂಬರ್ 25 ರಿಂದ 27 ರವರೆಗೆ ಕಲಬುರಗಿ ವಿಭಾಗದ ಜಿಲ್ಲೆಗಳಲ್ಲಿ ಪ್ರವಾಸ ಕೈಗೊಳ್ಳಲಿದೆ ಎಂದು ಕರ್ನಾಟಕ ವಿಧಾನಸಭೆ ಸಚಿವಾಲಯದ ಅಧೀನ ಕಾರ್ಯದರ್ಶಿ ತಿಳಿಸಿದ್ದಾರೆ. ಈ ಸಮಿತಿಯು ಕಲಬುರಗಿ ವಿಭಾಗದ ಜಿಲ್ಲೆಗಳಾದ ಕಲಬುರಗಿ, ಯಾದಗಿರಿ, ಬೀದರ್, ರಾಯಚೂರು, ಕೊಪ್ಪಳ, ಬಳ್ಳಾರಿ ಹಾಗೂ ವಿಜಯನಗರ ಜಿಲ್ಲೆಗಳಲ್ಲಿ ಪ್ರವಾಸ ನಡೆಸಿ ಪರಿಶಿಷ್ಟ ಜಾತಿ ಮತ್ತು ಪರಿಶಿಷ್ಟ ಪಂಗಡದ ಜನಾಂಗದವರ ಅಭಿವೃದ್ಧಿ, ಕಲ್ಯಾಣಕ್ಕಾಗಿ ಹಮ್ಮಿಕೊಂಡಿರುವ ಕಾರ್ಯಕ್ರಮಗಳು ಹಾಗೂ ಯೋಜನೆಗಳ ಕುರಿತು ಪ್ರಗತಿ ಪರಿಶೀಲನಾ ಸಭೆ ನಡೆಸಲಿದೆ. ಸಮಿತಿಯು ಸೆ.25ರಂದು ಕಲಬುರಗಿ, ಯಾದಗಿರಿ ಮತ್ತು ಬೀದರ ಜಿಲ್ಲೆಗಳಿಗೆ ಸಂಬಂಧಿಸಿದಂತೆ, ಸೆ.26ರಂದು ರಾಯಚೂರು ಮತ್ತು ಕೊಪ್ಪಳ ಜಿಲ್ಲೆಗಳಿಗೆ ಸಂಬಂಧಿಸಿದಂತೆ ಹಾಗೂ ಸೆ.27ರಂದು ಬಳ್ಳಾರಿ ಮತ್ತು ವಿಜಯನಗರ ಜಿಲ್ಲೆಗಳಿಗೆ ಸಂಬಂಧಿಸಿದಂತೆ ಸಭೆ ನಡೆಸಲಿದೆ. ಸಮಿತಿಯ ಸದಸ್ಯರಾದ ಡಾ.ಬಿ.ಜಿ. ಗೋವಿಂದಪ್ಪ, ಐಹೊಳೆ ದುರ್ಯೋಧನ ಮಹಾಲಿಂಗಪ್ಪ, ಅಬ್ಬಯ್ಯ ಪ್ರಸಾದ್, ಎಸ್.ಎನ್. ನಾರಾಯಣಸ್ವಾಮಿ, ಮಾನಪ್ಪ ಡಿ. ವಜ್ಜಲ, ಬಸವರಾಜ ಮತ್ತಿಮೂಡ, ಬಸವರಾಜ ಮತ್ತಿಮೂಡ್, ಎನ್. ಶ್ರೀನಿವಾಸಯ್ಯ, ಕೆ.ಎಸ್. ಬಸವಂತಪ್ಪ, ಕೃಷ್ಣ ನಾಯಕ, ಸಿಮೆಂಟ್ ಮಂಜು, ಶ್ರೀಪತಿ ಕಡಿಮನಿ, ಡಾ.ಎಂ. ಮಾನಪ್ಪ ನಾಯಕ, ಡಾ.ಶಂಕರ್ ಜಗದೀಶ್ ಗುತ್ತೇದಾರ್ ಹಾಗೂ ಇತರರು ಉಪಸ್ಥಿತರಿರುವರು. ಸಮಿತಿಯು ಈ ಹಿಂದೆ ಸೆಪ್ಟೆಂಬರ್ 19 ರಿಂದ ಸೆಪ್ಟೆಂಬರ್ 21ರವರೆಗೆ ಹಮ್ಮಿಕೊಂಡಿದ್ದ ಪ್ರವಾಸವು ಕಾರಣಾಂತರಗಳಿಂದ ಮುಂದೂಡಲ್ಪಟ್ಟಿದ್ದು, ಈಗ ಸೆ.25 ರಿಂದ ಸೆ.27 ರವರೆಗೆ ಪ್ರವಾಸ ಕೈಗೊಳ್ಳಲಿದೆ. [1125,1651,1505,2351]
day: ಶನಿವಾರ [9,11,63,35]
page-number: ಪುಟ-4 [1452,11,1505,35]
article-body: ಹೊಸಪೇಟೆ ಟೈಮ್ಸ್ ನ್ಯೂಸ್ ವಿಜಯನಗರ(ಹೊಸಪೇಟೆ): ಜನ ಸಾಮಾನ್ಯರಲ್ಲಿ ಸಾಂಸ್ಕೃತಿಕ ಪ್ರಜ್ಞೆ ಮೂಡಿಸುವ ಉದ್ದೇಶದಿಂದ ಕಲ್ಯಾಣ ಕರ್ನಾಟಕ ಭಾಗದ ಕಲಾವಿದರ ಪ್ರತಿಭೆ ಗುರುತಿಸಲು ಕೊಪ್ಪಳ ವಿಶ್ವವಿದ್ಯಾಲಯದಲ್ಲಿ 2024-25 ನೇ ಸಾಲಿನಿಂದ ನಾಟಕ ಮತ್ತು ದೃಶ್ಯ ಕಲಾ ಕೋರ್ಸ್‌ಗಳನ್ನು ಆರಂಭಿಸಲಾಗುವುದು ಎಂದು ಕುಲಪತಿಗಳಾದ ಪ್ರೊ.ಬಿ.ಕೆ.ರವಿ ಅವರು ಹೇಳಿದರು. [567,1474,809,1605]
divider [1125,1294,1505,1296]
article-body: ಹೊಸಪೇಟೆ ಟೈಮ್ಸ್ ನ್ಯೂಸ್ ಹಗರಿಬೊಮ್ಮನಹಳ್ಳಿ: ಪಟ್ಟಣದ ಕೂಡ್ಲಿಗಿ ವೃತ್ತದಲ್ಲಿರುವ ಲಕ್ಷ್ಮಿ ಪಾಲಿ ಕ್ಲಿನಿಕ್ ಮತ್ತು ಮಾಲೀಕ ಡಾ. ಸುಶಾಂತ್, ದಿನೇಶ ವಿಶ್ವಾಸ್ ಮತ್ತು ಗೋವಿಂದ ರಾಯ, ರವರು ಬಿ.ಎ.ಎಂ.ಎಸ್. ಅಗಿದ್ದು ಇವರು ಯಾವುದೇ ತರಹದ ಚಿಕಿತ್ಸೆ ನೀಡುವಲ್ಲಿ ಅರ್ಹತೆ ಇಲ್ಲದಿದ್ದರೂ ಅಲೋಪತಿ ಚಿಕಿತ್ಸೆ ನೀಡುತ್ತಿದ್ದರು. ಈ ಕುರಿತು ಮಾಹಿತಿ ಬಂದ ಹಿನ್ನೆಲೆ ದಿನಾಂಕ 10 ರಂದು, 13 ರವರೆಗೆ ನರ್ಸಿಂಗ್ ಹೋಂಗಳ ಪರಿಶೀಲನೆ ನಡೆಸಿದ ತಾಲೂಕು ವೈದ್ಯಾಧಿಕಾರಿಗಳ ತಂಡದ ಗಮನಕ್ಕೆ ಬಂದಿತು. ಡಾ.ಸುಶಾಂತ್ ಇವರನ್ನು ಪರಿಶೀಲಿಸಿದಾಗ ಇವರು ನಕಲಿ ವೈದ್ಯರೆಂದು ಕಂಡು ಬಂದಿರುವ ಹಿನ್ನೆಲೆಯಲ್ಲಿ ಕೂಡಲೇ, ತಾಲೂಕು ವೈದ್ಯಾಧಿಕಾರಿ ಡಾ. ಪ್ರವೀಣ ಕುಮಾರ್ ಹೆಚ್.ಎಂ. ಹಾಗೂ ಆರೋಗ್ಯ ಇಲಾಖೆ ಸಿಬ್ಬಂದಿ ಯವರು ದಿಢೀರನೆ ಲಕ್ಷ್ಮೀ ಪಾಲಿ ಕ್ಲಿನಿಕ್ ಮೇಲೆ ದಾಳಿ ನಡೆಸಿ ಬೀಗ ಹಾಕಿ ಸೀಜ್ ಮಾಡಿದರು. ಇದರಿಂದ ಕ್ಲಿನಿಕ್ ಯಾವುದೇ ಕೆಪಿಎಂಇ ಪರವಾನಗಿ ಪಡೆಯದೇ ನಡೆಯುತ್ತಿರುವುದು ಬೆಳಕಿಗೆ ಬಂದಿದೆ. ನೋಟಿಸ್ ನೀಡಿದ್ದರೂ ಸಹ ಯಾವುದೇ ಉತ್ತರ ನೀಡಿರುವುದಿಲ್ಲ. ಕೂಡಲೇ ಅವರ ಮೇಲೆ ಕ್ರಮ ಕೈಗೊಳ್ಳಲಾಗಿದೆ ಎಂದು ತಾಲ್ಲೂಕು ವೈದ್ಯಾಧಿಕಾರಿಗಳು ತಿಳಿಸಿದರು. ಈ ವೇಳೆಯಲ್ಲಿ ಡಾ.ಶಿವರಾಜ್.ಎಂ., ವೈದ್ಯಾಧಿಕಾರಿ ಜಿ.ಬಿ.ಹಳ್ಳಿ, ಆರೋಗ್ಯ ಸಿಬ್ಬಂದಿ, ಹಳ್ಳಿ, ಶ್ರೀನಿವಾಸ ರೆಡ್ಡಿ, ಕೆ.ಶಿವರುದ್ರಪ್ಪ, ಜಂಬಣ್ಣ, ಲಿಂಗನ ಗೌಡ ಪಾಟೀಲ್ ಉಪಸ್ಥಿತರಿದ್ದರು. [567,422,1114,649]
masthead [9,6,1505,43]
article-body: ಅವರು ಇತ್ತೀಚೆಗೆ ಕರ್ನಾಟಕ ಲಲಿತ ಕಲಾ ಅಕಾಡೆಮಿ ಸದಸ್ಯರಾದ ಪ.ಸ.ಕುಮಾರ್ ಅವರ ನೇತೃತ್ವದ ಕಲಾವಿದರ ನಿಯೋಗದೊಂದಿಗೆ ಮಾತನಾಡಿದರು. ಕೊಪ್ಪಳ ಜಿಲ್ಲೆಯ ಕಲಾವಿದರಿಗೆ ಪ್ರೋತ್ಸಾಹ ನೀಡುವ ನಿಟ್ಟಿನಲ್ಲಿ ಕಲಾ ಕೋರ್ಸ್‌ಗಳನ್ನು ಆರಂಭಿಸಲಾಗುವುದು ಎಂದರು. ಈ ಸಂದರ್ಭದಲ್ಲಿ ಪ.ಸ.ಕುಮಾರ್ ಅವರು ಸನ್ಮಾನ ಮಾಡಲಾಯಿತು. ಸಭೆಯಲ್ಲಿ ಕುಲಸಚಿವರಾದ ಪ್ರೊ.ಕೆ.ವಿ.ಪ್ರಸಾದ್, ನಿರ್ದೇಶಕರಾದ ಪ್ರಕಾಶ ಯಲಬುರ್ಗಿ ಹಾಗೂ ಪ್ರವೀಣ ಪಾಟೀಲ್ ಇದ್ದರು. [567,1684,1114,1756]
article-body: ವಿಜಯನಗರ(ಹೊಸಪೇಟೆ): 2023 ಮತ್ತು 2024ನೇ ಸಾಲಿನ ಅನಿಕೇತನ ತ್ರೈಮಾಸಿಕಗಳಿಗೆ ಲೇಖನಗಳನ್ನು ಕಳುಹಿಸಿಕೊಡುವಂತೆ ಕರ್ನಾಟಕ ಸಾಹಿತ್ಯ ಅಕಾಡೆಮಿಯ ರಿಜಿಸ್ಟ್ರಾರ್ ಕರಿಯಪ್ಪ ಎನ್ ಅವರು ಪ್ರಕಟಣೆಯಲ್ಲಿ ತಿಳಿಸಿದ್ದಾರೆ. ಕರ್ನಾಟಕ ಸಾಹಿತ್ಯ ಅಕಾಡೆಮಿಯು ಕನ್ನಡ ಮತ್ತು ಇಂಗ್ಲಿಷ್ ಅನಿಕೇತನ ತ್ರೈಮಾಸಿಕಗಳಿಗೆ ಸಂಪಾದಕರುಗಳನ್ನು ನೇಮಿಸಿದ್ದು, ಅನಿಕೇತನ ಕನ್ನಡ-2023 ಪ್ರಕಾರಕ್ಕೆ ಡಾ.ಜಿ.ಪ್ರಶಾಂತ ನಾಯಕ ಮೊ.ಸಂ: 9482108756, ಅನಿಕೇತನ ಕನ್ನಡ-2024 ಪ್ರಕಾರಕ್ಕೆ ಡಾ.ಬೆಳ್ಳೂರು ವೆಂಕಟಪ್ಪ ಮೊ.ಸಂ: 9964425605, ಅನಿಕೇತನ ಇಂಗ್ಲಿಷ್-2023 ಪ್ರಕಾರಕ್ಕೆ ಡಾ.ರಾಜಶೇಖರ ಮಠಪತಿ ಮೊ.ಸಂ: 9242121461, ಅನಿಕೇತನ ಇಂಗ್ಲಿಷ್-2024 ಪ್ರಕಾರಕ್ಕೆ ನಿಸಾರ್ ಅಹಮದ್ ಮೊ.ಸಂ: 9844702929, ಲೇಖನಗಳನ್ನು ಕಳುಹಿಸಲು ಇಚ್ಛಿಸುವವರು ಸಂಬಂಧಿಸಿದ ಸಂಪಾದಕರುಗಳನ್ನು ಸಂಪರ್ಕಿಸುವಂತೆ ಪ್ರಕಟಣೆ ತಿಳಿಸಿದೆ. [1125,1352,1505,1538]
tahsildar-photo [858,908,1114,1087]
article-power-meeting [9,789,556,1018]
medical-cross-icon [847,149,879,185]
article-certificates: ಪ್ರಮಾಣಪತ್ರ ಪಡೆಯಲು ಮಧ್ಯವರ್ತಿಗಳ ಮೊರೆ ಬೇಡ-ವಿ.ಕೆ.ನೇತ್ರಾವತಿ ಹೊಸಪೇಟೆ ಟೈಮ್ಸ್ ನ್ಯೂಸ್ ವಿಜಯನಗರ(ಹೊಸಪೇಟೆ): ಕೂಡ್ಲಿಗಿ: ವಿದ್ಯಾರ್ಥಿಗಳು ತಮಗೆ ಬೇಕಾಗುವ ಪ್ರಮಾಣ ಪತ್ರಗಳಿಗೆ ಮಧ್ಯವರ್ತಿಗಳ ಮೊರೆ ಹೋಗದೆ ನೇರವಾಗಿ ಕಚೇರಿಗೆ ಬಂದು ಸೂಕ್ತ ದಾಖಲೆಗಳನ್ನು ಒದಗಿಸಿ ಪ್ರಮಾಣ ಪತ್ರ ಪಡೆಯಿರಿ ಎಂದು 2 ಗ್ರೇಡ್ ತಹಸೀಲ್ದಾರ್ ವಿ.ಕೆ.ನೇತ್ರಾವತಿ ತಿಳಿಸಿದರು. ಅವರು ವಿಜಯನಗರ ಜಿಲ್ಲೆಯ ಕೂಡ್ಲಿಗಿ ಪಟ್ಟಣದ ಶ್ರೀ ರೇಣುಕಾ ಸಂ. ಪ ಪೂ. ಕಾಲೇಜಿನಲ್ಲಿ ಪಿ.ಯು. ವಿದ್ಯಾರ್ಥಿಗಳಿಗೆ 371ಜೆ ಪ್ರಮಾಣ ಪತ್ರ ಪಡೆಯುವ ಕುರಿತು ಮಾಹಿತಿ ನೀಡಿದರು. ವಿದ್ಯಾರ್ಥಿಗಳು ಕಲ್ಯಾಣ ಕರ್ನಾಟಕ ಜಾತಿ ಪ್ರಮಾಣ ಪತ್ರಗಳ ಬಗ್ಗೆ ಕೂಡಲೇ ಪಡೆಯಲು ಅಗತ್ಯವಾದ ದಾಖಲೆಗಳ ಜೊತೆಗೆ ಸರ್ಕಾರ ನಿಗದಿ ಪಡಿಸಿದ ಶುಲ್ಕ ಪಾವತಿಸಿ ಅರ್ಜಿ ಸಲ್ಲಿಸಬೇಕು. ಸಮಯದಲ್ಲಿ ಕಂದಾಯ ಇಲಾಖೆಯಿಂದ ಪ್ರಮಾಣ ಪತ್ರ ಪಡೆಯುವುದೇ ಎಂದು ಸಾಹಸದ ಕೆಲಸವಾಗಿತ್ತು. ಸದ್ಯ ಅಲೆದಾಡುವುದು ತಪ್ಪಿದೆ. ಈಗ ಸ್ವಯಂ ತಾಲೂಕು ಅಧಿಕಾರಿಗಳ ಜಿಲ್ಲೆಯ ಬಂದು ಜಾಗೃತಿ ಮೂಡಿಸಿ ಪ್ರಮಾಣ ಪತ್ರಗಳ ದೊರೆಯುವಂತಾಗಲಿದೆ ಎಂದರು. ಈ ಸಂದರ್ಭದಲ್ಲಿ ಪ್ರಥಮ ದರ್ಜೆ ಸಹಾಯಕ ಲೋಕಪ್ಪ, ಉಪನ್ಯಾಸಕರಾದ ಮಂಜುಳಾ, ಎಲ್.ಎಂ.ಚಂದ್ರಾಚಾರಿ, ಭೀಮಪ್ಪ ಹಾಗೂ ಕಾಲೇಜಿನ ವಿದ್ಯಾರ್ಥಿಗಳು ಉಪಸ್ಥಿತರಿದ್ದರು. [567,859,1114,1395]
column-rule [1119,51,1120,2351]
article-body: ಬಳ್ಳಾರಿ: ವಿಶ್ವದ ಪ್ರತಿಷ್ಠಿತ ಅಮೆರಿಕದ ಸ್ಟ್ಯಾನ್‌ಫೋರ್ಡ್ ವಿಶ್ವವಿದ್ಯಾಲಯ ವಾರ್ಷಿಕವಾಗಿ ಪ್ರಕಟಿಸುವ ವಿಶ್ವದ ಖ್ಯಾತ ವಿಜ್ಞಾನಿಗಳ ಪಟ್ಟಿಯಲ್ಲಿ ಬಳ್ಳಾರಿ ವಿಜಯನಗರ ಶ್ರೀ ಕೃಷ್ಣದೇವರಾಯ ವಿಶ್ವವಿದ್ಯಾಲಯದ ಮೂವರು ಪ್ರಾಧ್ಯಾಪಕರು ಸ್ಥಾನ ಪಡೆದಿದ್ದಾರೆ. [9,163,314,234]
headline: ನಕಲಿ ವೈದ್ಯನಿಗೆ ನೋಟಿಸ್, ಕ್ಲಿನಿಕ್‌ಗೆ ಬೀಗ ಜಡಿದ ತಾಲೂಕು ವೈದ್ಯಾಧಿಕಾರಿ [567,51,1114,127]
article-anganwadi-workshop [9,1022,556,2055]
day-date [9,12,213,36]
article-aniketana: ಅನಿಕೇತನ ತ್ರೈಮಾಸಿಕಗಳಿಗೆ ಲೇಖನಗಳನ್ನು ಕಳುಹಿಸಿಕೊಡಿ ಹೊಸಪೇಟೆ ಟೈಮ್ಸ್ ನ್ಯೂಸ್ ವಿಜಯನಗರ(ಹೊಸಪೇಟೆ): 2023 ಮತ್ತು 2024ನೇ ಸಾಲಿನ ಅನಿಕೇತನ ತ್ರೈಮಾಸಿಕಗಳಿಗೆ ಲೇಖನಗಳನ್ನು ಕಳುಹಿಸಿಕೊಡುವಂತೆ ಕರ್ನಾಟಕ ಸಾಹಿತ್ಯ ಅಕಾಡೆಮಿಯ ರಿಜಿಸ್ಟ್ರಾರ್ ಕರಿಯಪ್ಪ ಎನ್ ಅವರು ಪ್ರಕಟಣೆಯಲ್ಲಿ ತಿಳಿಸಿದ್ದಾರೆ. ಕರ್ನಾಟಕ ಸಾಹಿತ್ಯ ಅಕಾಡೆಮಿಯು ಕನ್ನಡ ಮತ್ತು ಇಂಗ್ಲಿಷ್ ಅನಿಕೇತನ ತ್ರೈಮಾಸಿಕಗಳಿಗೆ ಸಂಪಾದಕರುಗಳನ್ನು ನೇಮಿಸಿದ್ದು, ಅನಿಕೇತನ ಕನ್ನಡ-2023 ಪ್ರಕಾರಕ್ಕೆ ಡಾ.ಜಿ.ಪ್ರಶಾಂತ ನಾಯಕ ಮೊ.ಸಂ: 9482108756, ಅನಿಕೇತನ ಕನ್ನಡ-2024 ಪ್ರಕಾರಕ್ಕೆ ಡಾ.ಬೆಳ್ಳೂರು ವೆಂಕಟಪ್ಪ ಮೊ.ಸಂ: 9964425605, ಅನಿಕೇತನ ಇಂಗ್ಲಿಷ್-2023 ಪ್ರಕಾರಕ್ಕೆ ಡಾ.ರಾಜಶೇಖರ ಮಠಪತಿ ಮೊ.ಸಂ: 9242121461, ಅನಿಕೇತನ ಇಂಗ್ಲಿಷ್-2024 ಪ್ರಕಾರಕ್ಕೆ ನಿಸಾರ್ ಅಹಮದ್ ಮೊ.ಸಂ: 9844702929, ಲೇಖನಗಳನ್ನು ಕಳುಹಿಸಲು ಇಚ್ಛಿಸುವವರು ಸಂಬಂಧಿಸಿದ ಸಂಪಾದಕರುಗಳನ್ನು ಸಂಪರ್ಕಿಸುವಂತೆ ಪ್ರಕಟಣೆ ತಿಳಿಸಿದೆ. [1125,1302,1505,1636]
article-body: ಹೊಸಪೇಟೆ ಟೈಮ್ಸ್ ನ್ಯೂಸ್ ಹೊಸಪೇಟೆ: ಪ್ರಧಾನಿ ನರೇಂದ್ರ ಮೋದಿ ಅವರ ಹುಟ್ಟು ಹಬ್ಬದ ಅಂಗವಾಗಿ ಸೇವಾ ಪಾಕ್ಷಿಕ ಕಾರ್ಯಕ್ರಮದಡಿ ಭಾರತೀಯ ಜನತಾ ಪಕ್ಷದ ಯುವ ಮೋರ್ಚಾ ವತಿಯಿಂದ ನಗರದ ಸರ್ಕಾರಿ ಆಸ್ಪತ್ರೆಯಲ್ಲಿ ರಕ್ತದಾನ ಶಿಬಿರ ಹಮ್ಮಿಕೊಳ್ಳಲಾಗಿತ್ತು. ನೂರಾರು ಕಾರ್ಯಕರ್ತರು ಸ್ವಯಂ ಪ್ರೇರಿತರಾಗಿ ರಕ್ತದಾನ ಮಾಡಿದರು. ಯುವ ಮೋರ್ಚಾ ಜಿಲ್ಲಾ ಅಧ್ಯಕ್ಷರು ಮಾತನಾಡಿ ರಕ್ತದಾನ ಶ್ರೇಷ್ಠ ದಾನ, ಒಂದು ಯುನಿಟ್ ರಕ್ತದಿಂದ ಮೂವರ ಜೀವ ಉಳಿಸಬಹುದು. ಯುವಜನರು ನಿಯಮಿತವಾಗಿ ರಕ್ತದಾನ ಮಾಡುವ ಮೂಲಕ ಸಮಾಜಕ್ಕೆ ಮಾದರಿಯಾಗಬೇಕು ಎಂದರು. ಕಾರ್ಯಕ್ರಮದಲ್ಲಿ ಬಿಜೆಪಿ ಜಿಲ್ಲಾ ಪದಾಧಿಕಾರಿಗಳು, ನಗರಸಭೆ ಸದಸ್ಯರು, ಯುವ ಮೋರ್ಚಾ ಪದಾಧಿಕಾರಿಗಳು ಹಾಗೂ ಕಾರ್ಯಕರ್ತರು, ಆಸ್ಪತ್ರೆಯ ವೈದ್ಯರು ಮತ್ತು ಸಿಬ್ಬಂದಿ ಉಪಸ್ಥಿತರಿದ್ದರು. ರಕ್ತದಾನ ಮಾಡಿದವರಿಗೆ ಪ್ರಮಾಣಪತ್ರ ವಿತರಿಸಲಾಯಿತು. [9,2111,556,2280]
